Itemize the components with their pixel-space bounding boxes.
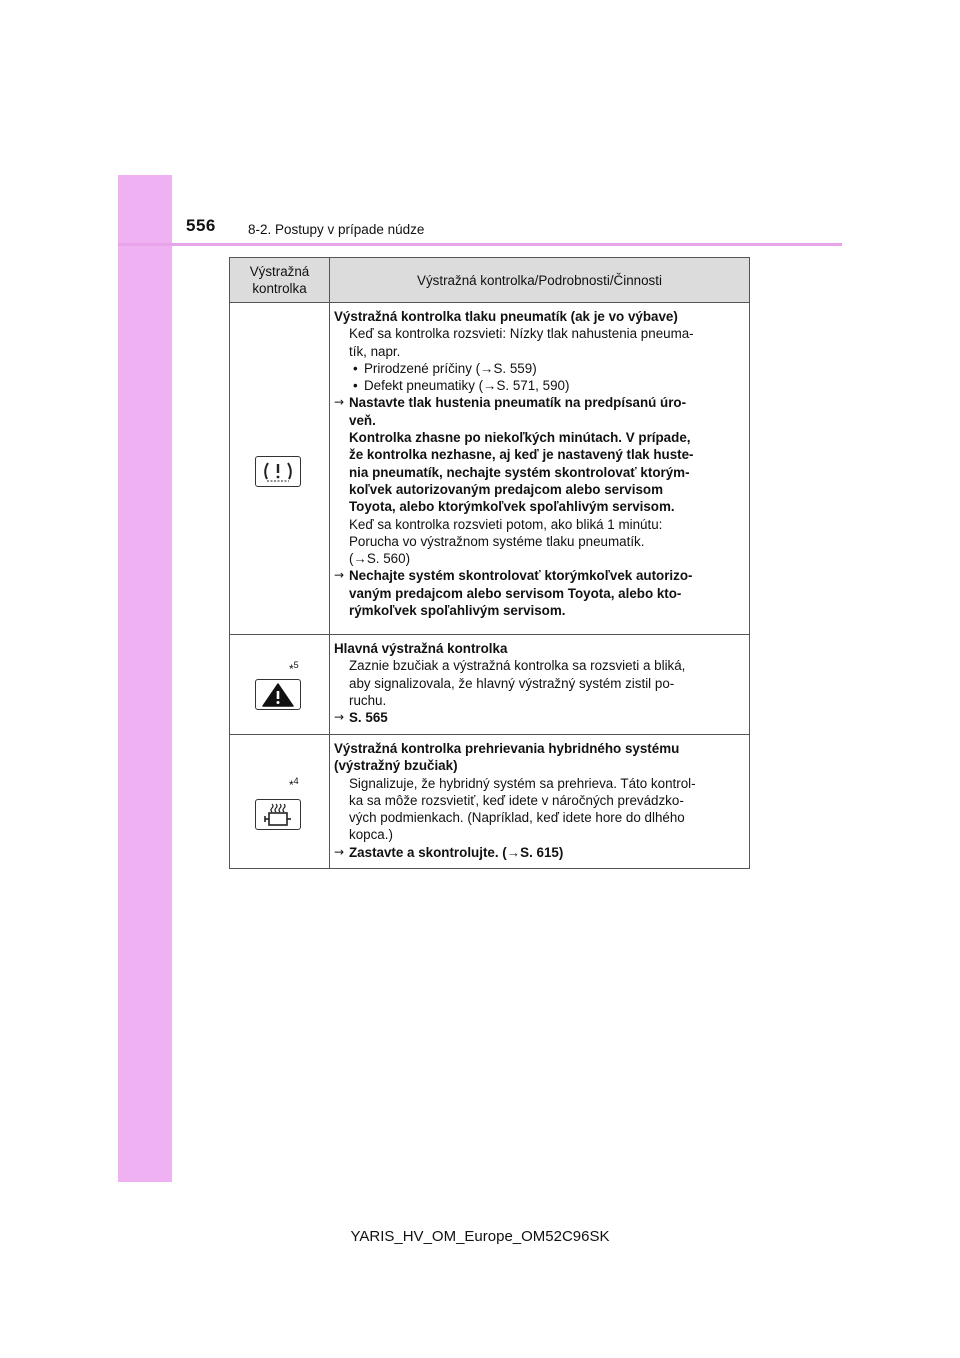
text-line: Toyota, alebo ktorýmkoľvek spoľahlivým servisom. — [349, 499, 675, 515]
action-text: Nastavte tlak hustenia pneumatík na predpísanú úro- — [349, 395, 687, 411]
text-line: Výstražná kontrolka tlaku pneumatík (ak je vo výbave) — [334, 309, 678, 324]
text-line: že kontrolka nezhasne, aj keď je nastavený tlak huste- — [349, 447, 694, 463]
column-header-details: Výstražná kontrolka/Podrobnosti/Činnosti — [330, 258, 750, 303]
text-line: ka sa môže rozsvietiť, keď idete v náročných prevádzko- — [349, 792, 684, 808]
action-text: S. 565 — [349, 710, 388, 726]
text-line: ruchu. — [349, 692, 387, 708]
text-line: Keď sa kontrolka rozsvieti potom, ako bliká 1 minútu: — [349, 516, 663, 532]
side-tab-band — [118, 175, 172, 1182]
text-line: Kontrolka zhasne po niekoľkých minútach. V prípade, — [349, 430, 691, 446]
action-line — [334, 844, 743, 861]
arrow-right-icon: → — [334, 710, 345, 725]
text-line: koľvek autorizovaným predajcom alebo servisom — [349, 481, 664, 497]
icon-cell — [230, 635, 330, 735]
column-header-light — [230, 258, 330, 303]
text-line: rýmkoľvek spoľahlivým servisom. — [349, 603, 566, 619]
text-line: (výstražný bzučiak) — [334, 758, 458, 774]
arrow-right-icon: → — [334, 395, 345, 410]
column-header-light-text: Výstražná kontrolka — [249, 264, 310, 296]
arrow-right-icon: → — [334, 568, 345, 583]
text-line: (→S. 560) — [349, 551, 411, 567]
text-line: kopca.) — [349, 827, 393, 843]
section-title: 8-2. Postupy v prípade núdze — [248, 222, 425, 237]
table-row — [230, 635, 750, 735]
text-line: • Prirodzené príčiny (→S. 559) — [334, 360, 743, 377]
header-rule — [118, 243, 842, 246]
text-line: Hlavná výstražná kontrolka — [334, 641, 508, 656]
footnote-marker: *$^5$ — [289, 660, 299, 676]
text-line: nia pneumatík, nechajte systém skontrolovať ktorým- — [349, 464, 690, 480]
text-line: • Defekt pneumatiky (→S. 571, 590) — [334, 377, 743, 394]
text-line: Porucha vo výstražnom systéme tlaku pneumatík. — [349, 533, 645, 549]
icon-cell — [230, 303, 330, 635]
document-code: YARIS_HV_OM_Europe_OM52C96SK — [350, 1228, 610, 1245]
action-line — [334, 709, 743, 726]
icon-cell — [230, 735, 330, 869]
arrow-right-icon: → — [334, 844, 345, 859]
master-warning-icon — [255, 679, 301, 710]
row-text-tire-pressure — [330, 303, 750, 635]
row-text-hybrid-overheat — [330, 735, 750, 869]
text-line: Keď sa kontrolka rozsvieti: Nízky tlak nahustenia pneuma- — [349, 326, 694, 342]
tire-pressure-warning-icon — [255, 456, 301, 487]
text-line: vaným predajcom alebo servisom Toyota, alebo kto- — [349, 585, 682, 601]
text-line: aby signalizovala, že hlavný výstražný systém zistil po- — [349, 675, 675, 691]
action-text: Nechajte systém skontrolovať ktorýmkoľvek autorizo- — [349, 568, 693, 584]
action-line — [334, 394, 743, 411]
text-line: vých podmienkach. (Napríklad, keď idete hore do dlhého — [349, 810, 685, 826]
table-row — [230, 303, 750, 635]
table-row — [230, 735, 750, 869]
text-line: veň. — [349, 412, 376, 428]
hybrid-overheat-warning-icon — [255, 799, 301, 830]
warning-lights-table — [229, 257, 750, 869]
text-line: Výstražná kontrolka prehrievania hybridného systému — [334, 741, 680, 756]
text-line: Zaznie bzučiak a výstražná kontrolka sa rozsvieti a bliká, — [349, 658, 686, 674]
action-text: Zastavte a skontrolujte. (→S. 615) — [349, 844, 564, 860]
row-text-master-warning — [330, 635, 750, 735]
text-line: tík, napr. — [349, 343, 401, 359]
table-header-row — [230, 258, 750, 303]
footnote-marker: *$^4$ — [289, 776, 299, 792]
action-line — [334, 567, 743, 584]
text-line: Signalizuje, že hybridný systém sa prehrieva. Táto kontrol- — [349, 775, 696, 791]
page-number: 556 — [186, 216, 216, 235]
